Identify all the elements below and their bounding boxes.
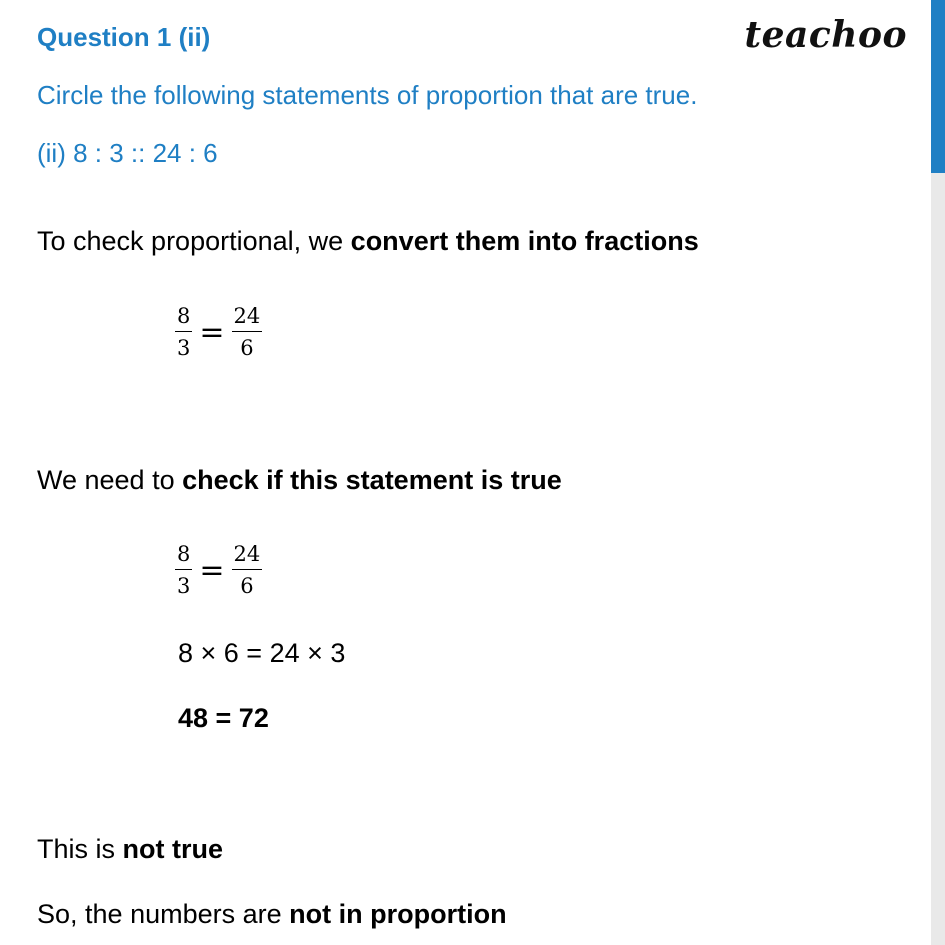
equals-sign: = [199,552,225,588]
fraction-right [229,306,266,359]
numerator: 24 [232,544,263,570]
question-part: (ii) 8 : 3 :: 24 : 6 [37,138,218,168]
intro-bold: convert them into fractions [350,226,699,256]
conclusion-plain: This is [37,834,123,864]
final-plain: So, the numbers are [37,899,290,929]
denominator: 3 [177,336,191,360]
fraction-equation-1 [172,306,265,359]
final-bold: not in proportion [289,899,507,929]
fraction-left [172,544,195,597]
numerator: 24 [232,306,263,332]
fraction-left [172,306,195,359]
denominator: 6 [240,574,254,598]
check-line [37,465,562,496]
final-line [37,899,507,930]
fraction-equation-2 [172,544,265,597]
denominator: 6 [240,336,254,360]
numerator: 8 [175,544,192,570]
result-line: 48 = 72 [178,703,269,733]
check-plain: We need to [37,465,183,495]
numerator: 8 [175,306,192,332]
scrollbar-thumb[interactable] [931,0,945,173]
conclusion-line [37,834,223,865]
conclusion-bold: not true [122,834,224,864]
question-text: Circle the following statements of proportion that are true. [37,80,698,110]
intro-line [37,226,699,257]
denominator: 3 [177,574,191,598]
cross-multiply-line: 8 × 6 = 24 × 3 [178,638,346,668]
equals-sign: = [199,314,225,350]
check-bold: check if this statement is true [182,465,562,495]
question-title: Question 1 (ii) [37,22,211,52]
fraction-right [229,544,266,597]
teachoo-logo: teachoo [744,14,907,56]
intro-plain: To check proportional, we [37,226,351,256]
